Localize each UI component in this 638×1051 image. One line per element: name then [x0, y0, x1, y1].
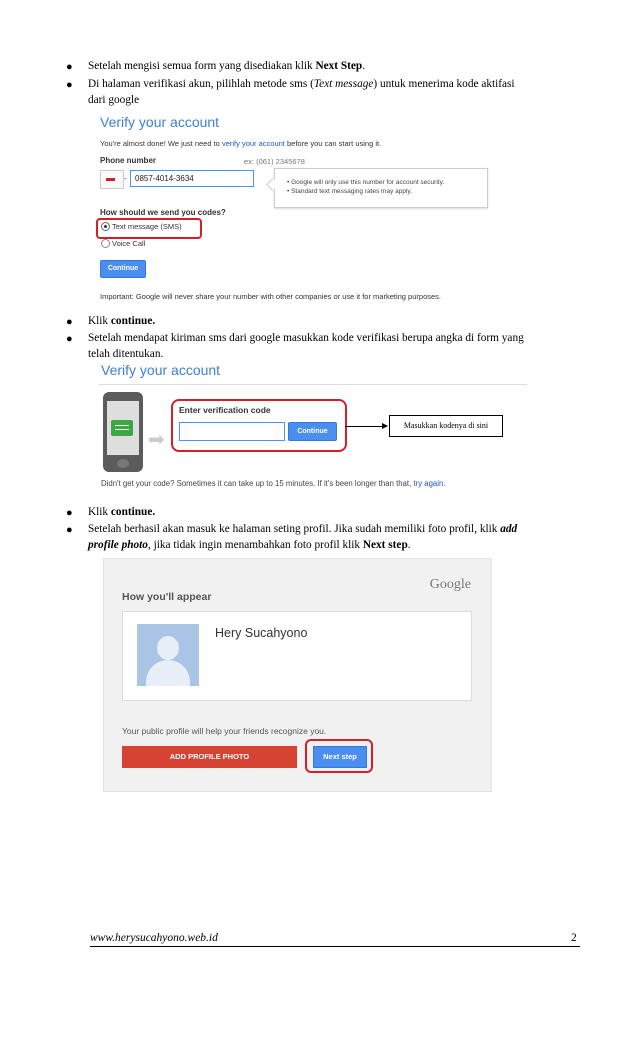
sms-radio[interactable]: [101, 222, 110, 231]
verify-account-screenshot: Verify your account You're almost done! We just need to verify your account before you can start using it. Phone number ex: (061) 2345678 - 0857-4014-3634 • Google will only use this number for account security. • Standard text messaging rates may apply. How should we send you codes? Text message (SMS) Voice Call Continue Important: Google will never share your number with other companies or use it for marketing purposes.: [96, 112, 496, 310]
country-selector[interactable]: [100, 170, 124, 189]
important-note: Important: Google will never share your number with other companies or use it for marketing purposes.: [100, 292, 441, 301]
instruction-verify: Di halaman verifikasi akun, pilihlah metode sms (Text message) untuk menerima kode aktifasi dari google: [88, 78, 515, 106]
tip-1: • Google will only use this number for account security.: [287, 179, 445, 186]
next-step-button[interactable]: Next step: [313, 746, 367, 768]
resend-note: Didn't get your code? Sometimes it can take up to 15 minutes. If it's been longer than that, try again.: [101, 479, 446, 488]
voice-radio[interactable]: [101, 239, 110, 248]
instruction-continue-1: Klik continue.: [88, 315, 156, 327]
bullet-dot: ●: [66, 333, 73, 345]
voice-option-label[interactable]: Voice Call: [112, 239, 146, 248]
profile-name: Hery Sucahyono: [215, 626, 308, 640]
profile-card: [122, 611, 472, 701]
send-codes-question: How should we send you codes?: [100, 208, 226, 217]
add-profile-photo-button[interactable]: ADD PROFILE PHOTO: [122, 746, 297, 768]
verify-link[interactable]: verify your account: [221, 139, 285, 148]
tip-2: • Standard text messaging rates may apply.: [287, 188, 413, 195]
avatar: [137, 624, 199, 686]
instruction-next-step: Setelah mengisi semua form yang disediakan klik Next Step.: [88, 60, 366, 72]
sms-bubble-icon: [111, 420, 133, 436]
instruction-profile-photo: Setelah berhasil akan masuk ke halaman seting profil. Jika sudah memiliki foto profil, klik add profile photo, jika tidak ingin menambahkan foto profil klik Next step.: [88, 523, 518, 551]
page-number: 2: [571, 932, 577, 944]
bullet-dot: ●: [66, 316, 73, 328]
flag-icon: [106, 178, 115, 181]
profile-caption: Your public profile will help your friends recognize you.: [122, 726, 327, 736]
verify-intro: You're almost done! We just need to verify your account before you can start using it.: [100, 139, 382, 148]
bullet-dot: ●: [66, 61, 73, 73]
callout-line: [345, 426, 383, 427]
instruction-enter-code: Setelah mendapat kiriman sms dari google masukkan kode verifikasi berupa angka di form yang telah ditentukan.: [88, 332, 524, 360]
google-logo: Google: [429, 577, 471, 592]
continue-button[interactable]: Continue: [100, 260, 146, 278]
verify-title: Verify your account: [100, 114, 220, 130]
phone-label: Phone number: [100, 156, 157, 165]
callout-box: Masukkan kodenya di sini: [389, 415, 503, 437]
verification-code-input[interactable]: [179, 422, 285, 441]
callout-arrowhead: [382, 423, 388, 429]
instruction-continue-2: Klik continue.: [88, 506, 156, 518]
how-you-appear-heading: How you'll appear: [122, 591, 212, 603]
bullet-dot: ●: [66, 79, 73, 91]
verify-title-2: Verify your account: [101, 362, 221, 378]
code-continue-button[interactable]: Continue: [288, 422, 337, 441]
phone-icon: [103, 392, 143, 472]
sms-option-label[interactable]: Text message (SMS): [112, 222, 182, 231]
bullet-dot: ●: [66, 524, 73, 536]
arrow-right-icon: ➡: [148, 427, 165, 451]
tooltip-box: [274, 168, 488, 208]
code-label: Enter verification code: [179, 405, 271, 415]
try-again-link[interactable]: try again: [413, 479, 444, 488]
profile-screenshot: [103, 558, 492, 792]
bullet-dot: ●: [66, 507, 73, 519]
footer-url: www.herysucahyono.web.id: [90, 932, 218, 944]
divider: [99, 384, 527, 385]
phone-example: ex: (061) 2345678: [244, 157, 305, 166]
verification-code-screenshot: [99, 360, 531, 494]
phone-input[interactable]: 0857-4014-3634: [130, 170, 254, 187]
footer-rule: [90, 946, 580, 947]
